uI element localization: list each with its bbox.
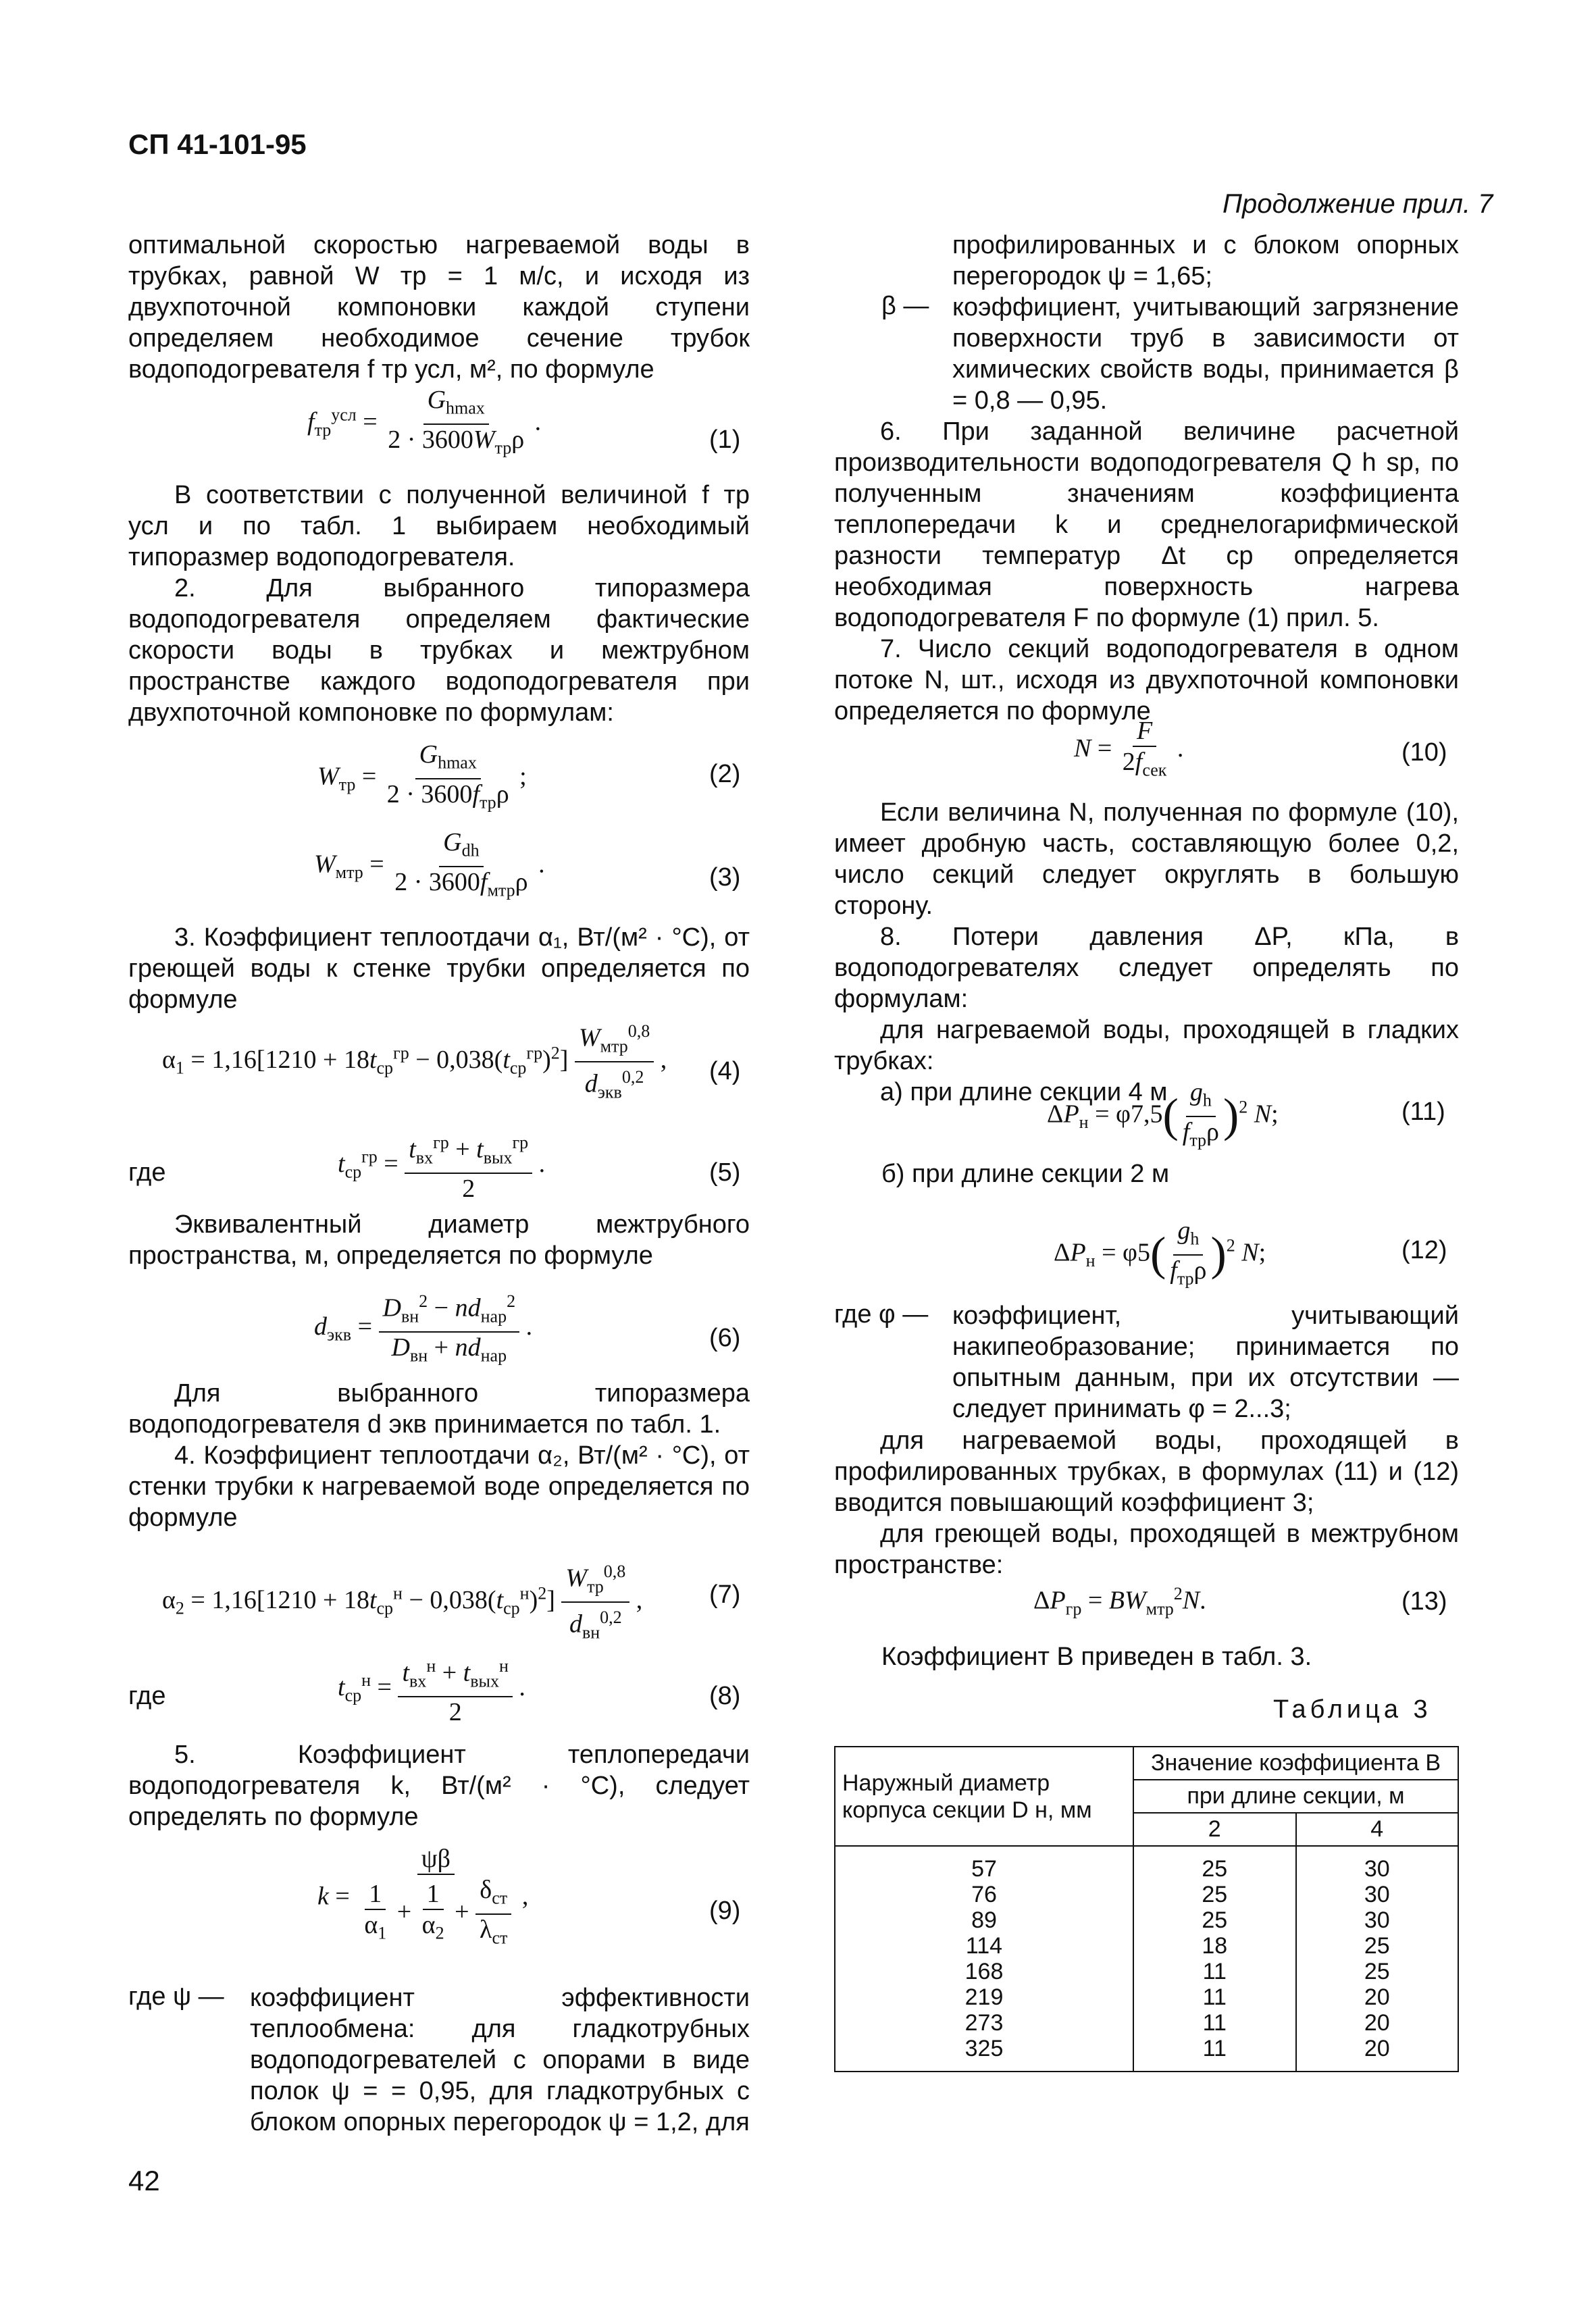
formula-1: $f_{тр}^{усл}$ = $\frac{G_{hmax}}{2 \cdot 3600W_{тр}\rho}$ .	[307, 386, 542, 458]
continuation-label: Продолжение прил. 7	[1222, 189, 1493, 219]
table-3-title: Таблица 3	[1273, 1695, 1432, 1724]
formula-9: k = ψβ $\frac{1}{\alpha_1}$ + $\frac{1}{\alpha_2}$ + $\frac{\delta_{ст}}{\lambda_{ст}}$ ,	[317, 1845, 529, 1948]
eq-number-2: (2)	[709, 760, 741, 788]
formula-10: N = $\frac{F}{2f_{сек}}$ .	[1074, 717, 1184, 780]
left-paragraph-6: 4. Коэффициент теплоотдачи α₂, Вт/(м² · °С), от стенки трубки к нагреваемой воде определяется по формуле	[128, 1441, 750, 1532]
formula-4: $\alpha_1 = 1,16[1210 + 18t_{ср}^{гр} - 0,038(t_{ср}^{гр})^2]$ $\frac{W_{мтр}^{0,8}}{d_{экв}^{0,2}}$ ,	[162, 1017, 667, 1108]
formula-7: $\alpha_2 = 1,16[1210 + 18t_{ср}^н - 0,038(t_{ср}^н)^2]$ $\frac{W_{тр}^{0,8}}{d_{вн}^{0,2}}$ ,	[162, 1557, 642, 1648]
eq-number-13: (13)	[1401, 1587, 1447, 1616]
where-label-1: где	[128, 1158, 166, 1187]
right-paragraph-12: для нагреваемой воды, проходящей в гладких трубках:	[834, 1016, 1459, 1075]
table-3-length4-column: 30 30 30 25 25 20 20 20	[1296, 1846, 1459, 2072]
eq-number-4: (4)	[709, 1057, 741, 1085]
table-3-header-4m: 4	[1296, 1813, 1459, 1846]
formula-12: $\Delta P_н = \varphi 5$( $\frac{g_h}{f_{тр}\rho}$ )$^2$ N;	[1054, 1216, 1266, 1289]
right-paragraph-14: б) при длине секции 2 м	[881, 1160, 1170, 1188]
left-paragraph-5: Для выбранного типоразмера водоподогревателя d экв принимается по табл. 1.	[128, 1379, 750, 1439]
formula-6: $d_{экв}$ = $\frac{D_{вн}^2 - nd_{нар}^2}{D_{вн} + nd_{нар}}$ .	[314, 1287, 532, 1371]
right-paragraph-9: 7. Число секций водоподогревателя в одном потоке N, шт., исходя из двухпоточной компоновки определяется по формуле	[834, 635, 1459, 725]
where-label-2: где	[128, 1682, 166, 1710]
table-3-diameter-column: 57 76 89 114 168 219 273 325	[835, 1846, 1133, 2072]
table-3-header-diameter: Наружный диаметр корпуса секции D н, мм	[835, 1747, 1133, 1846]
table-3-header-value: Значение коэффициента B	[1133, 1747, 1458, 1780]
formula-2: $W_{тр}$ = $\frac{G_{hmax}}{2 \cdot 3600f_{тр}\rho}$ ;	[317, 740, 527, 813]
table-3-header-2m: 2	[1133, 1813, 1296, 1846]
right-paragraph-15: для нагреваемой воды, проходящей в профилированных трубках, в формулах (11) и (12) вводится повышающий коэффициент 3;	[834, 1426, 1459, 1517]
formula-11: $\Delta P_н = \varphi 7,5$( $\frac{g_h}{f_{тр}\rho}$ )$^2$ N;	[1047, 1078, 1279, 1150]
eq-number-7: (7)	[709, 1580, 741, 1609]
eq-number-6: (6)	[709, 1324, 741, 1352]
left-paragraph-4: Эквивалентный диаметр межтрубного пространства, м, определяется по формуле	[128, 1210, 750, 1270]
right-paragraph-13: а) при длине секции 4 м	[880, 1078, 1168, 1106]
left-paragraph-3: 3. Коэффициент теплоотдачи α₁, Вт/(м² · °С), от греющей воды к стенке трубки определяется по формуле	[128, 923, 750, 1014]
eq-number-8: (8)	[709, 1682, 741, 1710]
phi-definition-prefix: где φ —	[834, 1300, 929, 1329]
table-3-length2-column: 25 25 25 18 11 11 11 11	[1133, 1846, 1296, 2072]
psi-definition: коэффициент эффективности теплообмена: для гладкотрубных водоподогревателей с опорами в виде полок ψ = = 0,95, для гладкотрубных с блоком опорных перегородок ψ = 1,2, для	[250, 1984, 750, 2136]
page-number: 42	[128, 2165, 160, 2196]
beta-definition: коэффициент, учитывающий загрязнение поверхности труб в зависимости от химических свойств воды, принимается β = 0,8 — 0,95.	[952, 293, 1459, 415]
right-paragraph-8: 6. При заданной величине расчетной производительности водоподогревателя Q h sp, по полученным значениям коэффициента теплопередачи k и среднелогарифмической разности температур Δt ср определяется необходимая поверхность нагрева водоподогревателя F по формуле (1) прил. 5.	[834, 417, 1459, 632]
beta-definition-prefix: β —	[881, 292, 929, 320]
eq-number-11: (11)	[1401, 1098, 1445, 1126]
formula-13: $\Delta P_{гр} = BW_{мтр}^2N$.	[1033, 1584, 1206, 1619]
left-paragraph-7: 5. Коэффициент теплопередачи водоподогревателя k, Вт/(м² · °С), следует определять по формуле	[128, 1741, 750, 1831]
left-paragraph-1: В соответствии с полученной величиной f тр усл и по табл. 1 выбираем необходимый типоразмер водоподогревателя.	[128, 481, 750, 571]
formula-5: $t_{ср}^{гр}$ = $\frac{t_{вх}^{гр} + t_{вых}^{гр}}{2}$ .	[338, 1128, 545, 1204]
left-paragraph-0: оптимальной скоростью нагреваемой воды в трубках, равной W тр = 1 м/с, и исходя из двухпоточной компоновки каждой ступени определяем необходимое сечение трубок водоподогревателя f тр усл, м², по формуле	[128, 231, 750, 384]
phi-definition: коэффициент, учитывающий накипеобразование; принимается по опытным данным, при их отсутствии — следует принимать φ = 2...3;	[952, 1302, 1459, 1423]
right-paragraph-11: 8. Потери давления ΔP, кПа, в водоподогревателях следует определять по формулам:	[834, 923, 1459, 1013]
formula-3: $W_{мтр}$ = $\frac{G_{dh}}{2 \cdot 3600f_{мтр}\rho}$ .	[314, 828, 545, 900]
eq-number-1: (1)	[709, 426, 741, 454]
table-3-header-length: при длине секции, м	[1133, 1780, 1458, 1813]
left-paragraph-2: 2. Для выбранного типоразмера водоподогревателя определяем фактические скорости воды в трубках и межтрубном пространстве каждого водоподогревателя при двухпоточной компоновке по формулам:	[128, 574, 750, 727]
right-paragraph-17: Коэффициент B приведен в табл. 3.	[881, 1643, 1312, 1671]
table-3	[834, 1746, 1459, 2072]
formula-8: $t_{ср}^н$ = $\frac{t_{вх}^н + t_{вых}^н}{2}$ .	[338, 1651, 525, 1727]
eq-number-5: (5)	[709, 1158, 741, 1187]
eq-number-10: (10)	[1401, 738, 1447, 767]
eq-number-3: (3)	[709, 863, 741, 892]
eq-number-9: (9)	[709, 1897, 741, 1925]
psi-definition-prefix: где ψ —	[128, 1982, 224, 2011]
psi-definition-continued: профилированных и с блоком опорных перегородок ψ = 1,65;	[952, 231, 1459, 290]
eq-number-12: (12)	[1401, 1236, 1447, 1264]
right-paragraph-16: для греющей воды, проходящей в межтрубном пространстве:	[834, 1520, 1459, 1579]
doc-code: СП 41-101-95	[128, 128, 307, 160]
right-paragraph-10: Если величина N, полученная по формуле (10), имеет дробную часть, составляющую более 0,2, число секций следует округлять в большую сторону.	[834, 798, 1459, 920]
